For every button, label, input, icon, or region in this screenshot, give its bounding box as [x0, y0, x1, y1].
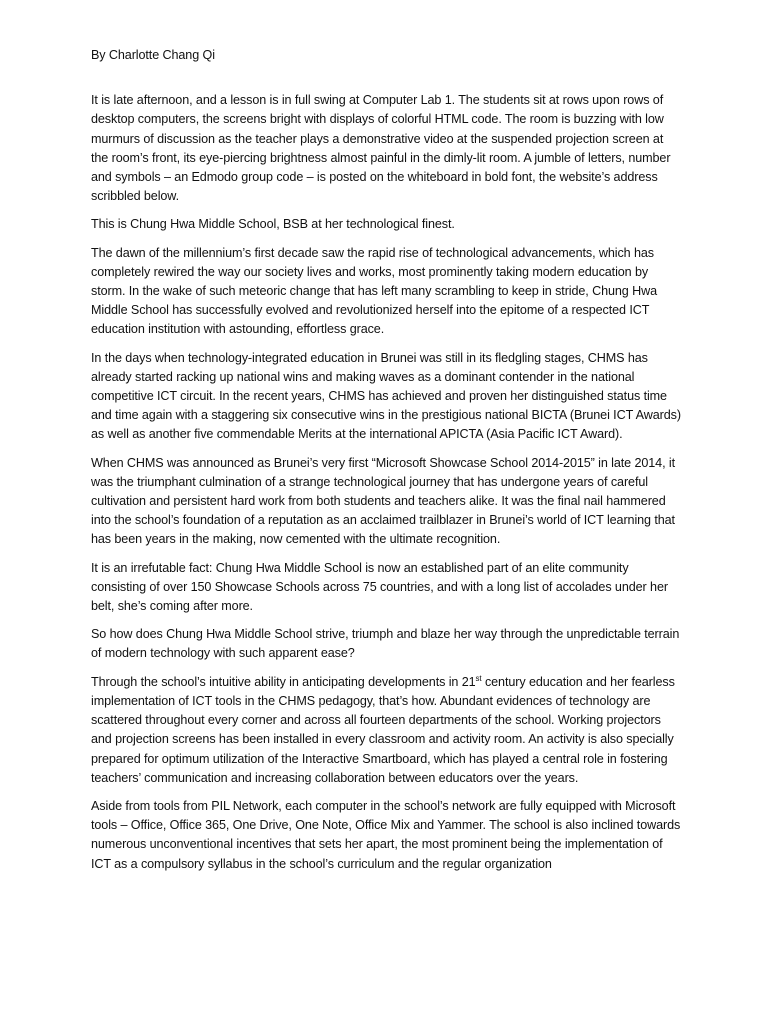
- paragraph-millennium: The dawn of the millennium’s first decade saw the rapid rise of technological advancements, which has completely rewired the way our society lives and works, most prominently taking modern education by storm. In the wake of such meteoric change that has left many scrambling to keep in stride, Chung Hwa Middle School has successfully evolved and revolutionized herself into the epitome of a respected ICT education institution with astounding, effortless grace.: [91, 245, 657, 337]
- paragraph-microsoft-tools: Aside from tools from PIL Network, each computer in the school’s network are fully equipped with Microsoft tools – Office, Office 365, One Drive, One Note, Office Mix and Yammer. The school is also inclined towards numerous unconventional incentives that sets her apart, the most prominent being the implementation of ICT as a compulsory syllabus in the school’s curriculum and the regular organization: [91, 798, 681, 871]
- paragraph-ict-tools-rest: century education and her fearless implementation of ICT tools in the CHMS pedagogy, that’s how. Abundant evidences of technology are scattered throughout every corner and across all fourteen departments of the school. Working projectors and projection screens has been installed in every classroom and activity room. An activity is also specially prepared for optimum utilization of the Interactive Smartboard, which has played a central role in fostering teachers’ communication and increasing collaboration between educators over the years.: [91, 674, 675, 785]
- paragraph-ict-tools-start: Through the school’s intuitive ability in anticipating developments in 21: [91, 674, 476, 689]
- paragraph-elite-community: It is an irrefutable fact: Chung Hwa Middle School is now an established part of an elite community consisting of over 150 Showcase Schools across 75 countries, and with a long list of accolades under her belt, she’s coming after more.: [91, 560, 668, 614]
- paragraph-national-wins: In the days when technology-integrated education in Brunei was still in its fledgling stages, CHMS has already started racking up national wins and making waves as a dominant contender in the national competitive ICT circuit. In the recent years, CHMS has achieved and proven her distinguished status time and time again with a staggering six consecutive wins in the prestigious national BICTA (Brunei ICT Awards) as well as another five commendable Merits at the international APICTA (Asia Pacific ICT Award).: [91, 350, 681, 442]
- paragraph-showcase-school: When CHMS was announced as Brunei’s very first “Microsoft Showcase School 2014-2015” in late 2014, it was the triumphant culmination of a strange technological journey that has undergone years of careful cultivation and persistent hard work from both students and teachers alike. It was the final nail hammered into the school’s foundation of a reputation as an acclaimed trailblazer in Brunei’s world of ICT learning that has been years in the making, now cemented with the ultimate recognition.: [91, 455, 675, 547]
- paragraph-school-intro: This is Chung Hwa Middle School, BSB at her technological finest.: [91, 217, 455, 232]
- ordinal-suffix: st: [475, 673, 482, 683]
- paragraph-opening-scene: It is late afternoon, and a lesson is in full swing at Computer Lab 1. The students sit at rows upon rows of desktop computers, the screens bright with displays of colorful HTML code. The room is buzzing with low murmurs of discussion as the teacher plays a demonstrative video at the suspended projection screen at the room’s front, its eye-piercing brightness almost painful in the dimly-lit room. A jumble of letters, number and symbols – an Edmodo group code – is posted on the whiteboard in bold font, the website’s address scribbled below.: [91, 93, 671, 204]
- document-page: [91, 46, 683, 883]
- paragraph-ict-tools: [91, 673, 683, 788]
- byline: By Charlotte Chang Qi: [91, 48, 215, 62]
- paragraph-question: So how does Chung Hwa Middle School strive, triumph and blaze her way through the unpredictable terrain of modern technology with such apparent ease?: [91, 627, 680, 661]
